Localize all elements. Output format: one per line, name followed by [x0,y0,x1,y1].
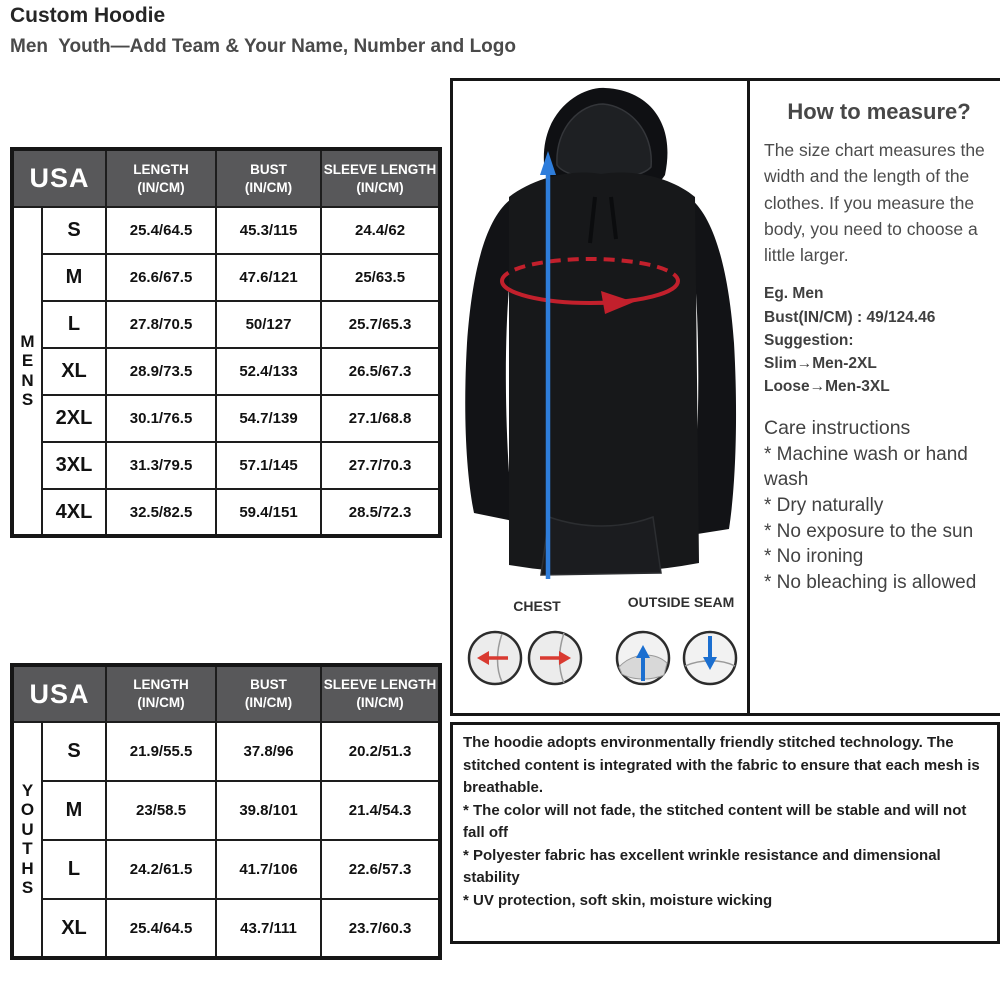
size-cell: 3XL [42,442,106,489]
how-to-measure-text: The size chart measures the width and the length of the clothes. If you measure the body, you need to choose a little larger. [764,140,985,265]
length-cell: 25.4/64.5 [106,207,216,254]
bust-cell: 59.4/151 [216,489,321,536]
sleeve-cell: 27.7/70.3 [321,442,440,489]
sleeve-cell: 21.4/54.3 [321,781,440,840]
measure-section [450,78,1000,716]
chest-measure-left-icon [466,629,524,687]
sleeve-cell: 26.5/67.3 [321,348,440,395]
page-title: Custom Hoodie [10,4,166,27]
table-row [12,840,440,899]
bust-cell: 47.6/121 [216,254,321,301]
sleeve-cell: 28.5/72.3 [321,489,440,536]
length-cell: 28.9/73.5 [106,348,216,395]
length-cell: 23/58.5 [106,781,216,840]
length-cell: 31.3/79.5 [106,442,216,489]
suggestion-loose: Loose→Men-3XL [764,378,890,396]
length-cell: 30.1/76.5 [106,395,216,442]
bust-cell: 54.7/139 [216,395,321,442]
sleeve-cell: 23.7/60.3 [321,899,440,958]
suggestion-slim: Slim→Men-2XL [764,355,877,372]
feature-intro: The hoodie adopts environmentally friendly stitched technology. The stitched content is integrated with the fabric to ensure that each mesh is breathable. [463,734,980,796]
table-row [12,348,440,395]
length-cell: 25.4/64.5 [106,899,216,958]
size-cell: M [42,781,106,840]
table-row [12,781,440,840]
how-to-measure-panel [750,81,1000,713]
example-title: Eg. Men [764,285,824,303]
example-bust: Bust(IN/CM) : 49/124.46 [764,308,936,326]
sleeve-cell: 22.6/57.3 [321,840,440,899]
bust-cell: 52.4/133 [216,348,321,395]
table-row [12,442,440,489]
length-cell: 27.8/70.5 [106,301,216,348]
bust-cell: 43.7/111 [216,899,321,958]
bust-cell: 57.1/145 [216,442,321,489]
size-cell: 2XL [42,395,106,442]
bust-cell: 45.3/115 [216,207,321,254]
sleeve-cell: 25/63.5 [321,254,440,301]
column-header-sleeve: SLEEVE LENGTH (IN/CM) [321,665,440,722]
length-cell: 32.5/82.5 [106,489,216,536]
column-header-length: LENGTH (IN/CM) [106,665,216,722]
size-cell: M [42,254,106,301]
chest-measure-right-icon [526,629,584,687]
table-header-row [12,665,440,722]
product-features-box [450,722,1000,944]
size-cell: XL [42,348,106,395]
mens-size-table [10,147,442,538]
feature-item: * The color will not fade, the stitched content will be stable and will not fall off [463,801,967,841]
column-header-length: LENGTH (IN/CM) [106,149,216,207]
pocket [541,517,661,575]
size-cell: L [42,840,106,899]
size-cell: 4XL [42,489,106,536]
youths-size-table [10,663,442,960]
outside-seam-down-icon [681,629,739,687]
length-cell: 24.2/61.5 [106,840,216,899]
outside-seam-label: OUTSIDE SEAM [627,594,735,610]
hoodie-panel [453,81,750,713]
page-subtitle: Men Youth—Add Team & Your Name, Number and Logo [10,36,516,57]
bust-cell: 50/127 [216,301,321,348]
table-row [12,899,440,958]
sizing-example [764,282,994,398]
care-item: * No ironing [764,546,864,568]
table-row [12,254,440,301]
column-header-sleeve: SLEEVE LENGTH (IN/CM) [321,149,440,207]
feature-item: * UV protection, soft skin, moisture wicking [463,891,773,909]
care-item: * Machine wash or hand wash [764,443,968,491]
chest-label: CHEST [513,598,561,614]
column-header-usa: USA [12,149,106,207]
table-row [12,489,440,536]
size-cell: L [42,301,106,348]
sleeve-cell: 27.1/68.8 [321,395,440,442]
table-row [12,395,440,442]
sleeve-cell: 25.7/65.3 [321,301,440,348]
table-row [12,207,440,254]
torso [509,173,699,573]
bust-cell: 39.8/101 [216,781,321,840]
size-cell: S [42,207,106,254]
length-cell: 21.9/55.5 [106,722,216,781]
how-to-measure-heading: How to measure? [787,99,971,124]
column-header-usa: USA [12,665,106,722]
bust-cell: 37.8/96 [216,722,321,781]
bust-cell: 41.7/106 [216,840,321,899]
group-label-youths: YOUTHS [12,722,42,958]
column-header-bust: BUST (IN/CM) [216,665,321,722]
column-header-bust: BUST (IN/CM) [216,149,321,207]
table-row [12,301,440,348]
hoodie-product-image [453,81,747,586]
size-cell: S [42,722,106,781]
feature-item: * Polyester fabric has excellent wrinkle resistance and dimensional stability [463,846,941,886]
table-row [12,722,440,781]
suggestion-label: Suggestion: [764,331,854,349]
length-cell: 26.6/67.5 [106,254,216,301]
sleeve-cell: 20.2/51.3 [321,722,440,781]
table-header-row [12,149,440,207]
outside-seam-up-icon [614,629,672,687]
care-item: * No exposure to the sun [764,520,974,542]
group-label-mens: MENS [12,207,42,536]
size-cell: XL [42,899,106,958]
care-item: * Dry naturally [764,495,884,517]
care-instructions [764,415,994,596]
care-item: * No bleaching is allowed [764,572,977,593]
sleeve-cell: 24.4/62 [321,207,440,254]
care-heading: Care instructions [764,416,911,439]
